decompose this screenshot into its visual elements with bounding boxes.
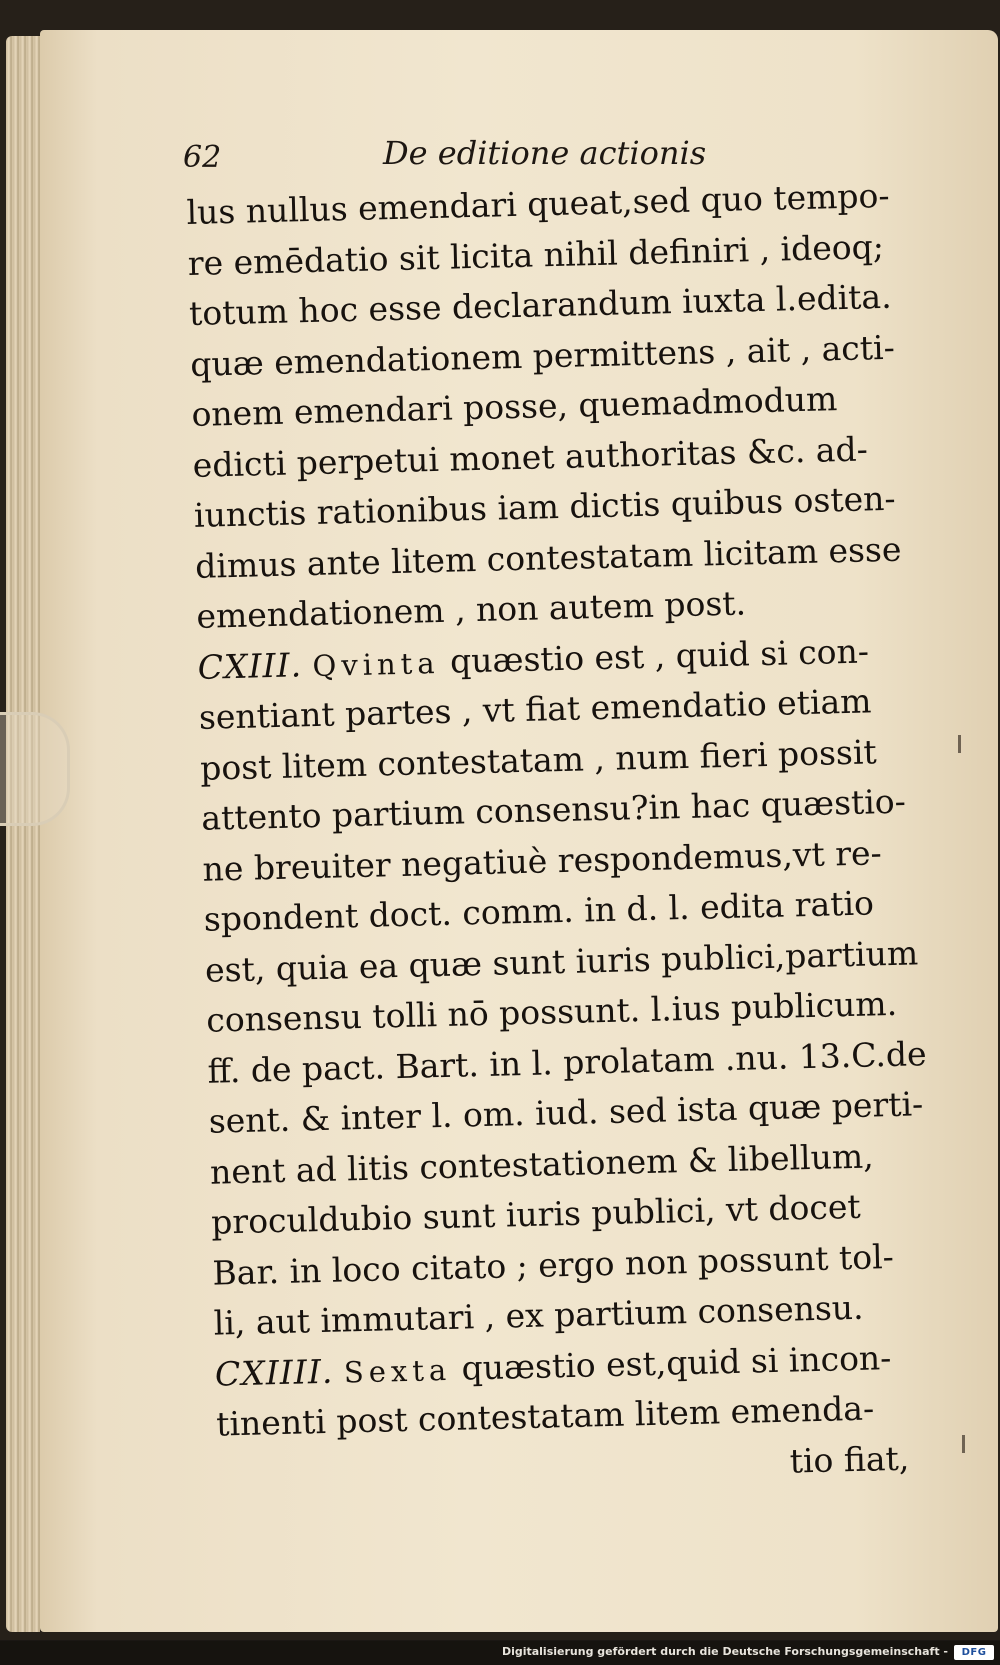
text-line: post litem contestatam , num fieri possit — [199, 731, 878, 788]
section-lead-word: Qvinta — [312, 645, 440, 683]
text-line: re emēdatio sit licita nihil definiri , ideoq; — [187, 226, 885, 283]
text-line: ff. de pact. Bart. in l. prolatam .nu. 13.C.de — [207, 1033, 927, 1091]
text-line: nent ad litis contestationem & libellum, — [209, 1135, 875, 1192]
section-numeral: CXIII. — [197, 644, 303, 687]
page-number: 62 — [183, 140, 222, 175]
section-numeral: CXIIII. — [214, 1351, 334, 1394]
text-line: tinenti post contestatam litem emenda- — [215, 1388, 875, 1444]
main-text — [186, 171, 927, 1501]
page-clip-loop — [0, 712, 70, 826]
text-line: sentiant partes , vt fiat emendatio etiam — [198, 681, 872, 737]
dfg-logo: DFG — [954, 1645, 994, 1660]
book-page-edges — [6, 36, 40, 1632]
text-line: dimus ante litem contestatam licitam esse — [194, 529, 902, 586]
text-line: emendationem , non autem post. — [195, 583, 747, 636]
text-line: ne breuiter negatiuè respondemus,vt re- — [202, 832, 883, 889]
text-line: est, quia ea quæ sunt iuris publici,partium — [204, 932, 919, 990]
digitization-footer — [0, 1641, 1000, 1665]
section-first-line: quæstio est , quid si con- — [449, 630, 870, 681]
text-line: quæ emendationem permittens , ait , acti- — [189, 327, 896, 384]
funding-credit: Digitalisierung gefördert durch die Deutsche Forschungsgemeinschaft - — [501, 1645, 948, 1658]
text-line: sent. & inter l. om. iud. sed ista quæ perti- — [208, 1084, 924, 1141]
catchword: tio fiat, — [789, 1438, 910, 1481]
section-lead-word: Sexta — [343, 1352, 452, 1389]
text-line: Bar. in loco citato ; ergo non possunt tol- — [212, 1236, 895, 1293]
running-title: De editione actionis — [383, 134, 707, 172]
margin-mark — [962, 1435, 965, 1453]
text-line: attento partium consensu?in hac quæstio- — [200, 781, 907, 838]
text-line: onem emendari posse, quemadmodum — [191, 379, 838, 434]
section-first-line: quæstio est,quid si incon- — [461, 1337, 892, 1388]
text-line: spondent doct. comm. in d. l. edita ratio — [203, 883, 875, 939]
text-line: li, aut immutari , ex partium consensu. — [213, 1287, 864, 1343]
margin-mark — [958, 735, 961, 753]
text-line: totum hoc esse declarandum iuxta l.edita. — [188, 276, 893, 333]
text-line: edicti perpetui monet authoritas &c. ad- — [192, 428, 869, 485]
text-line: lus nullus emendari queat,sed quo tempo- — [186, 175, 890, 232]
text-line: proculdubio sunt iuris publici, vt docet — [210, 1186, 862, 1242]
text-line: consensu tolli nō possunt. l.ius publicum. — [205, 983, 898, 1040]
text-line: iunctis rationibus iam dictis quibus osten- — [193, 478, 896, 535]
